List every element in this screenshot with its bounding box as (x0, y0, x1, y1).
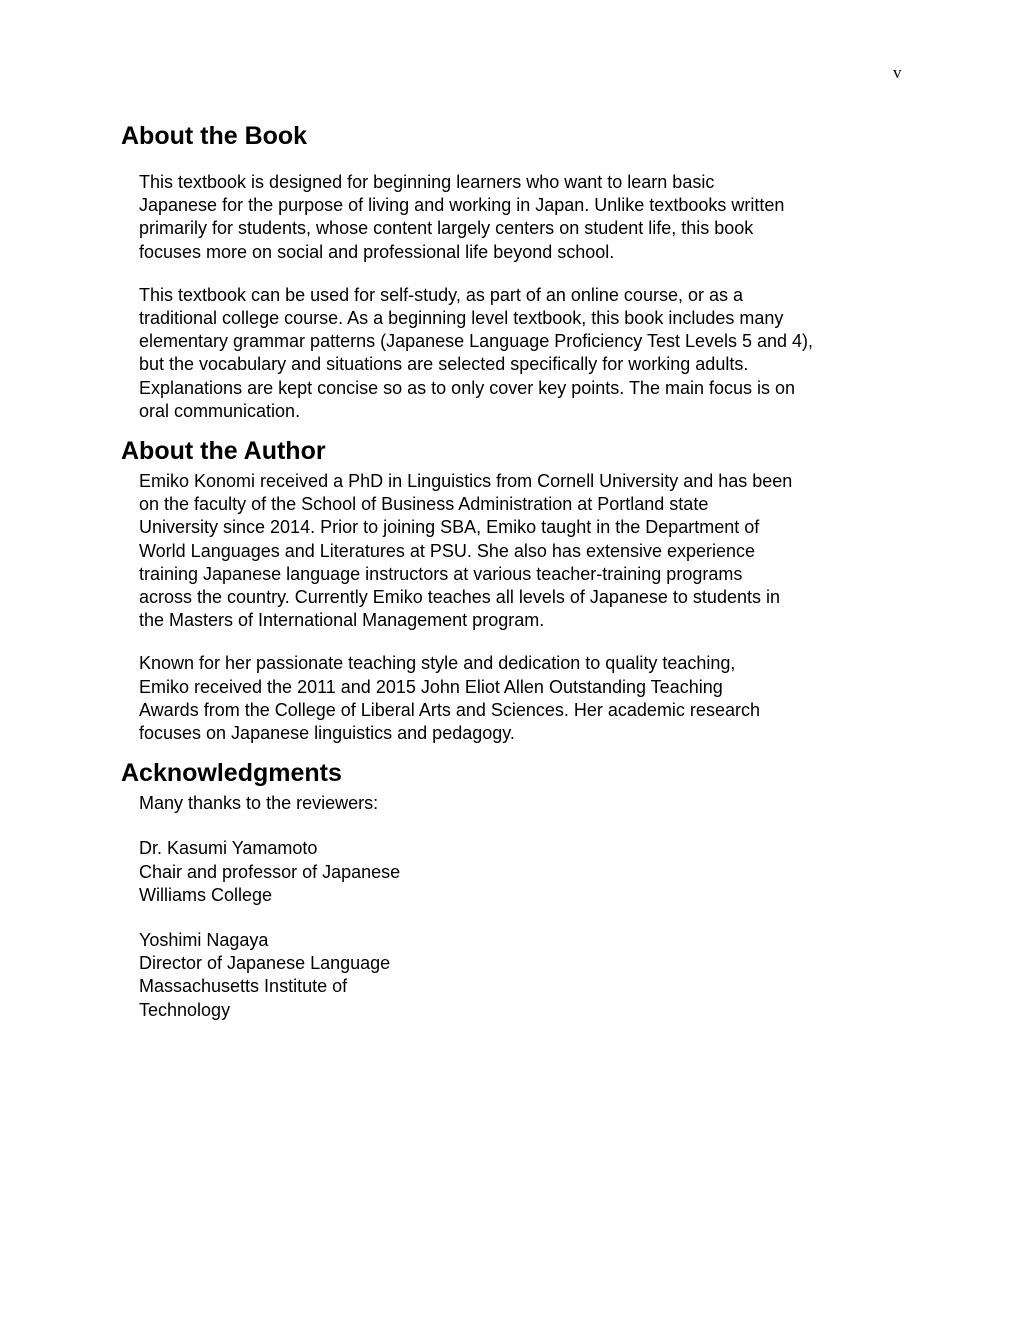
reviewer-institution: Massachusetts Institute of (139, 976, 348, 997)
reviewer-name: Dr. Kasumi Yamamoto (139, 838, 318, 859)
about-book-paragraph (139, 284, 911, 423)
text-line: training Japanese language instructors at various teacher-training programs (139, 563, 743, 584)
acknowledgments-intro: Many thanks to the reviewers: (139, 793, 379, 814)
text-line: University since 2014. Prior to joining SBA, Emiko taught in the Department of (139, 517, 760, 538)
section-heading-about-book: About the Book (121, 122, 308, 150)
about-book-paragraph (139, 171, 911, 264)
text-line: primarily for students, whose content largely centers on student life, this book (139, 218, 754, 239)
text-line: traditional college course. As a beginning level textbook, this book includes many (139, 308, 784, 329)
reviewer-entry (139, 837, 911, 907)
reviewer-title: Director of Japanese Language (139, 953, 391, 974)
about-author-paragraph (139, 652, 911, 745)
text-line: oral communication. (139, 400, 301, 421)
text-line: but the vocabulary and situations are selected specifically for working adults. (139, 354, 749, 375)
text-line: across the country. Currently Emiko teaches all levels of Japanese to students in (139, 587, 780, 608)
text-line: This textbook is designed for beginning learners who want to learn basic (139, 172, 715, 192)
reviewer-entry (139, 929, 911, 1022)
reviewer-institution: Williams College (139, 884, 273, 905)
about-author-body (139, 470, 911, 745)
reviewer-title: Chair and professor of Japanese (139, 861, 401, 882)
text-line: focuses more on social and professional life beyond school. (139, 241, 615, 262)
text-line: Emiko Konomi received a PhD in Linguistics from Cornell University and has been (139, 471, 793, 492)
section-heading-acknowledgments: Acknowledgments (121, 759, 342, 788)
text-line: World Languages and Literatures at PSU. She also has extensive experience (139, 540, 756, 561)
about-author-paragraph (139, 470, 911, 632)
reviewer-institution: Technology (139, 999, 231, 1020)
about-book-body (139, 171, 911, 423)
text-line: Emiko received the 2011 and 2015 John Eliot Allen Outstanding Teaching (139, 676, 723, 697)
acknowledgments-body (139, 792, 911, 1022)
page-number: v (893, 63, 902, 82)
section-heading-about-author: About the Author (121, 437, 326, 466)
text-line: Awards from the College of Liberal Arts and Sciences. Her academic research (139, 699, 760, 720)
text-line: Known for her passionate teaching style and dedication to quality teaching, (139, 653, 736, 674)
text-line: Explanations are kept concise so as to only cover key points. The main focus is on (139, 377, 796, 398)
text-line: the Masters of International Management program. (139, 610, 545, 631)
reviewer-name: Yoshimi Nagaya (139, 930, 269, 951)
text-line: This textbook can be used for self-study, as part of an online course, or as a (139, 284, 743, 305)
text-line: on the faculty of the School of Business Administration at Portland state (139, 494, 709, 515)
text-line: Japanese for the purpose of living and working in Japan. Unlike textbooks written (139, 195, 785, 216)
text-line: focuses on Japanese linguistics and pedagogy. (139, 723, 515, 744)
text-line: elementary grammar patterns (Japanese Language Proficiency Test Levels 5 and 4), (139, 331, 814, 352)
document-body (121, 119, 911, 1044)
